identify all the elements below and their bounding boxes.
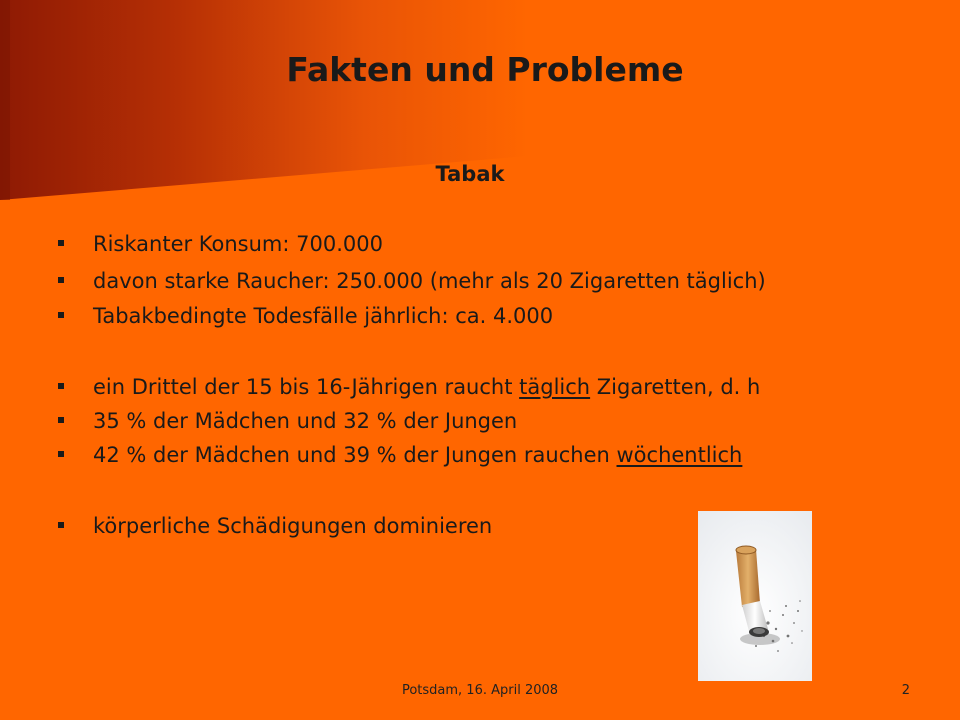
square-bullet-icon bbox=[58, 277, 64, 283]
cigarette-butt-icon bbox=[698, 511, 812, 681]
cigarette-butt-photo bbox=[698, 511, 812, 681]
bullet-item bbox=[58, 406, 517, 436]
square-bullet-icon bbox=[58, 451, 64, 457]
square-bullet-icon bbox=[58, 522, 64, 528]
square-bullet-icon bbox=[58, 312, 64, 318]
square-bullet-icon bbox=[58, 383, 64, 389]
bullet-text: Tabakbedingte Todesfälle jährlich: ca. 4.000 bbox=[93, 304, 554, 328]
slide-subtitle: Tabak bbox=[435, 162, 505, 186]
bullet-text-part: Zigaretten, d. h bbox=[590, 375, 761, 399]
bullet-text: Riskanter Konsum: 700.000 bbox=[93, 232, 383, 256]
slide-title: Fakten und Probleme bbox=[286, 50, 684, 89]
bullet-item bbox=[58, 229, 383, 259]
bullet-item bbox=[58, 372, 760, 402]
bullet-text-part: ein Drittel der 15 bis 16-Jährigen raucht bbox=[93, 375, 520, 399]
bullet-text bbox=[93, 443, 742, 467]
bullet-item bbox=[58, 301, 553, 331]
underlined-word: täglich bbox=[519, 375, 591, 399]
footer-text: Potsdam, 16. April 2008 bbox=[401, 683, 559, 698]
bullet-text bbox=[93, 375, 760, 399]
bullet-text-part: 42 % der Mädchen und 39 % der Jungen rauchen bbox=[93, 443, 617, 467]
bullet-item bbox=[58, 511, 492, 541]
bullet-text: körperliche Schädigungen dominieren bbox=[93, 514, 493, 538]
square-bullet-icon bbox=[58, 240, 64, 246]
bullet-item bbox=[58, 266, 766, 296]
underlined-word: wöchentlich bbox=[616, 443, 743, 467]
bullet-text: 35 % der Mädchen und 32 % der Jungen bbox=[93, 409, 518, 433]
bullet-item bbox=[58, 440, 742, 470]
page-number: 2 bbox=[901, 683, 910, 698]
bullet-text: davon starke Raucher: 250.000 (mehr als 20 Zigaretten täglich) bbox=[93, 269, 766, 293]
square-bullet-icon bbox=[58, 417, 64, 423]
